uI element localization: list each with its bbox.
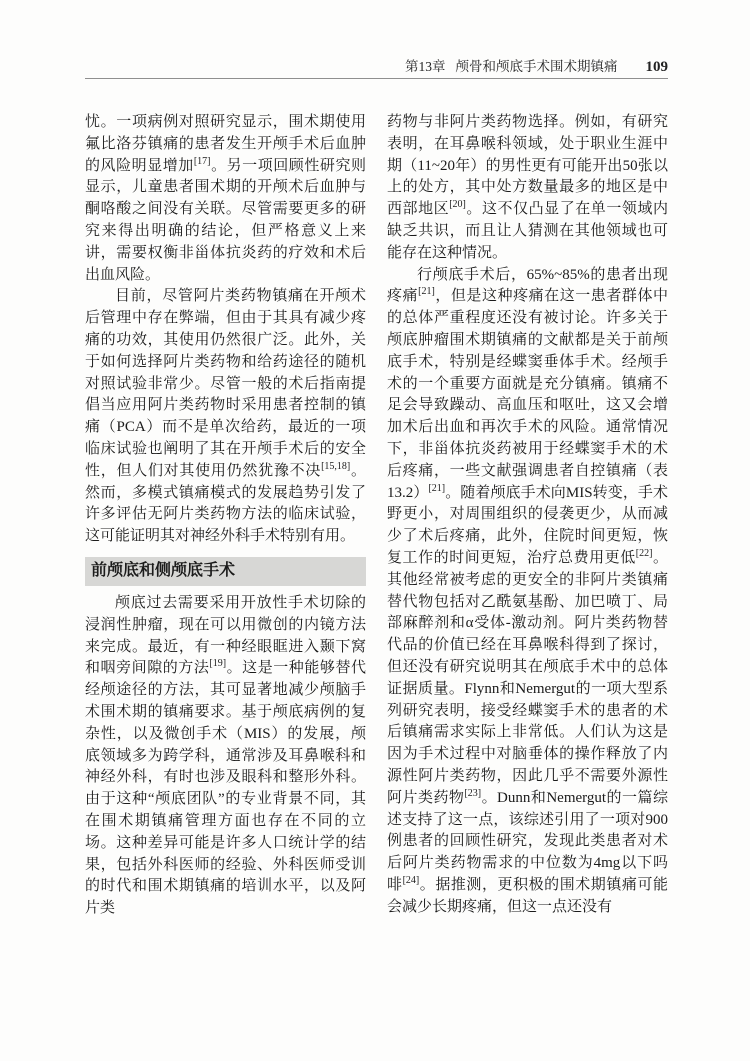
- paragraph: 目前，尽管阿片类药物镇痛在开颅术后管理中存在弊端，但由于其具有减少疼痛的功效，其使用仍然很广泛。此外，关于如何选择阿片类药物和给药途径的随机对照试验非常少。尽管一般的术后指南提倡当应用阿片类药物时采用患者控制的镇痛（PCA）而不是单次给药，最近的一项临床试验也阐明了其在开颅手术后的安全性，但人们对其使用仍然犹豫不决[15,18]。然而，多模式镇痛模式的发展趋势引发了许多评估无阿片类药物方法的临床试验，这可能证明其对神经外科手术特别有用。: [85, 288, 366, 545]
- right-column: [387, 112, 668, 920]
- chapter-label: 第13章: [405, 59, 446, 74]
- chapter-title: 颅骨和颅底手术围术期镇痛: [455, 59, 618, 74]
- left-column: [85, 112, 366, 920]
- paragraph: 药物与非阿片类药物选择。例如，有研究表明，在耳鼻喉科领域，处于职业生涯中期（11~20年）的男性更有可能开出50张以上的处方，其中处方数量最多的地区是中西部地区[20]。这不仅凸显了在单一领域内缺乏共识，而且让人猜测在其他领域也可能存在这种情况。: [387, 114, 668, 261]
- header-rule: [85, 78, 668, 79]
- page-body: [85, 112, 668, 920]
- section-heading: 前颅底和侧颅底手术: [85, 557, 366, 586]
- paragraph: 颅底过去需要采用开放性手术切除的浸润性肿瘤，现在可以用微创的内镜方法来完成。最近，有一种经眼眶进入颞下窝和咽旁间隙的方法[19]。这是一种能够替代经颅途径的方法，其可显著地减少颅脑手术围术期的镇痛要求。基于颅底病例的复杂性，以及微创手术（MIS）的发展，颅底领域多为跨学科，通常涉及耳鼻喉科和神经外科，有时也涉及眼科和整形外科。由于这种“颅底团队”的专业背景不同，其在围术期镇痛管理方面也存在不同的立场。这种差异可能是许多人口统计学的结果，包括外科医师的经验、外科医师受训的时代和围术期镇痛的培训水平，以及阿片类: [85, 594, 366, 917]
- paragraph: 忧。一项病例对照研究显示，围术期使用氟比洛芬镇痛的患者发生开颅手术后血肿的风险明显增加[17]。另一项回顾性研究则显示，儿童患者围术期的开颅术后血肿与酮咯酸之间没有关联。尽管需要更多的研究来得出明确的结论，但严格意义上来讲，需要权衡非甾体抗炎药的疗效和术后出血风险。: [85, 114, 366, 283]
- page-number: 109: [645, 59, 668, 75]
- paragraph: 行颅底手术后，65%~85%的患者出现疼痛[21]，但是这种疼痛在这一患者群体中的总体严重程度还没有被讨论。许多关于颅底肿瘤围术期镇痛的文献都是关于前颅底手术，特别是经蝶窦垂体手术。经颅手术的一个重要方面就是充分镇痛。镇痛不足会导致躁动、高血压和呕吐，这又会增加术后出血和再次手术的风险。通常情况下，非甾体抗炎药被用于经蝶窦手术的术后疼痛，一些文献强调患者自控镇痛（表13.2）[21]。随着颅底手术向MIS转变，手术野更小，对周围组织的侵袭更少，从而减少了术后疼痛，此外，住院时间更短，恢复工作的时间更短，治疗总费用更低[22]。其他经常被考虑的更安全的非阿片类镇痛替代物包括对乙酰氨基酚、加巴喷丁、局部麻醉剂和α受体-激动剂。阿片类药物替代品的价值已经在耳鼻喉科得到了探讨，但还没有研究说明其在颅底手术中的总体证据质量。Flynn和Nemergut的一项大型系列研究表明，接受经蝶窦手术的患者的术后镇痛需求实际上非常低。人们认为这是因为手术过程中对脑垂体的操作释放了内源性阿片类药物，因此几乎不需要外源性阿片类药物[23]。Dunn和Nemergut的一篇综述支持了这一点，该综述引用了一项对900例患者的回顾性研究，发现此类患者对术后阿片类药物需求的中位数为4mg以下吗啡[24]。据推测，更积极的围术期镇痛可能会减少长期疼痛，但这一点还没有: [387, 266, 668, 915]
- running-header: [85, 55, 668, 76]
